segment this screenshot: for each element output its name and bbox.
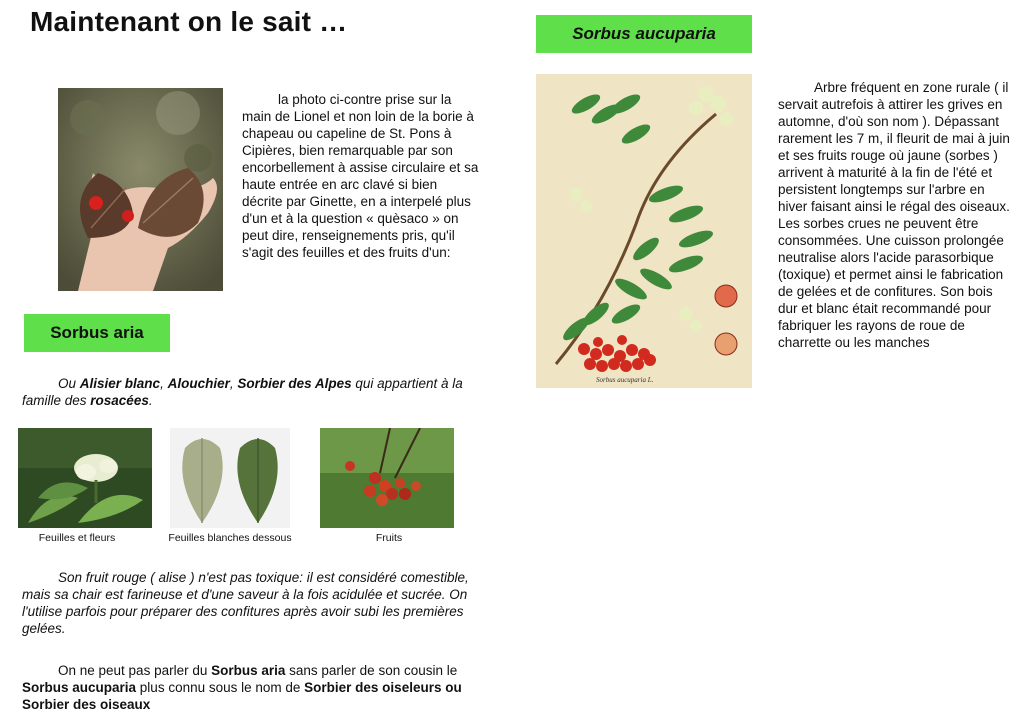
photo-fruits xyxy=(320,428,454,528)
sorbus-aria-label: Sorbus aria xyxy=(24,314,170,352)
fruit-paragraph xyxy=(22,569,477,637)
fruit-text: Son fruit rouge ( alise ) n'est pas toxique: il est considéré comestible, mais sa chair est farineuse et d'une saveur à la fois acidulée et sucrée. On l'utilise parfois pour préparer des confitures après avoir subi les premières gelées. xyxy=(22,570,469,636)
caption-leaves-flowers: Feuilles et fleurs xyxy=(38,532,116,544)
page-title: Maintenant on le sait … xyxy=(30,6,348,37)
photo-leaves-flowers xyxy=(18,428,152,528)
caption-fruits: Fruits xyxy=(375,532,403,544)
cousin-sorbus-aria: Sorbus aria xyxy=(211,663,286,678)
name-sorbier-alpes: Sorbier des Alpes xyxy=(237,376,352,391)
name-alouchier: Alouchier xyxy=(167,376,230,391)
caption-leaves-white: Feuilles blanches dessous xyxy=(168,532,292,544)
hand-photo xyxy=(58,88,223,291)
plate-caption: Sorbus aucuparia L. xyxy=(596,376,654,384)
sorbus-aucuparia-label: Sorbus aucuparia xyxy=(536,15,752,53)
intro-text: la photo ci-contre prise sur la main de Lionel et non loin de la borie à chapeau ou capeline de St. Pons à Cipières, bien remarquable par son encorbellement à assise circulaire et sa haute entrée en arc clavé si bien décrite par Ginette, en a interpelé plus d'un et à la question « quèsaco » on peut dire, renseignements pris, qu'il s'agit des feuilles et des fruits d'un: xyxy=(242,92,479,260)
aucuparia-text: Arbre fréquent en zone rurale ( il servait autrefois à attirer les grives en automne, d'où son nom ). Dépassant rarement les 7 m, il fleurit de mai à juin et ses fruits rouge où jaune (sorbes ) arrivent à maturité à la fin de l'été et persistent longtemps sur l'arbre en hiver faisant ainsi le régal des oiseaux. Les sorbes crues ne peuvent être consommées. Une cuisson prolongée neutralise alors l'acide parasorbique (toxique) et permet ainsi le fabrication de gelées et de confitures. Son bois dur et blanc était recommandé pour fabriquer les rayons de roue de charrette ou les manches xyxy=(778,80,1010,350)
cousin-sorbus-aucuparia: Sorbus aucuparia xyxy=(22,680,137,695)
photo-leaves-white xyxy=(170,428,290,528)
sorbus-aucuparia-description xyxy=(778,79,1014,351)
cousin-common-name: Sorbier des oiseleurs ou Sorbier des oiseaux xyxy=(22,680,462,712)
intro-paragraph xyxy=(242,91,480,261)
botanical-plate xyxy=(536,74,752,388)
sorbus-aria-description: Ou Alisier blanc, Alouchier, Sorbier des Alpes qui appartient à la famille des rosacées. xyxy=(22,376,463,408)
family-name: rosacées xyxy=(90,393,149,408)
cousin-paragraph: On ne peut pas parler du Sorbus aria sans parler de son cousin le Sorbus aucuparia plus connu sous le nom de Sorbier des oiseleurs ou Sorbier des oiseaux xyxy=(22,663,462,712)
name-alisier: Alisier blanc xyxy=(79,376,161,391)
